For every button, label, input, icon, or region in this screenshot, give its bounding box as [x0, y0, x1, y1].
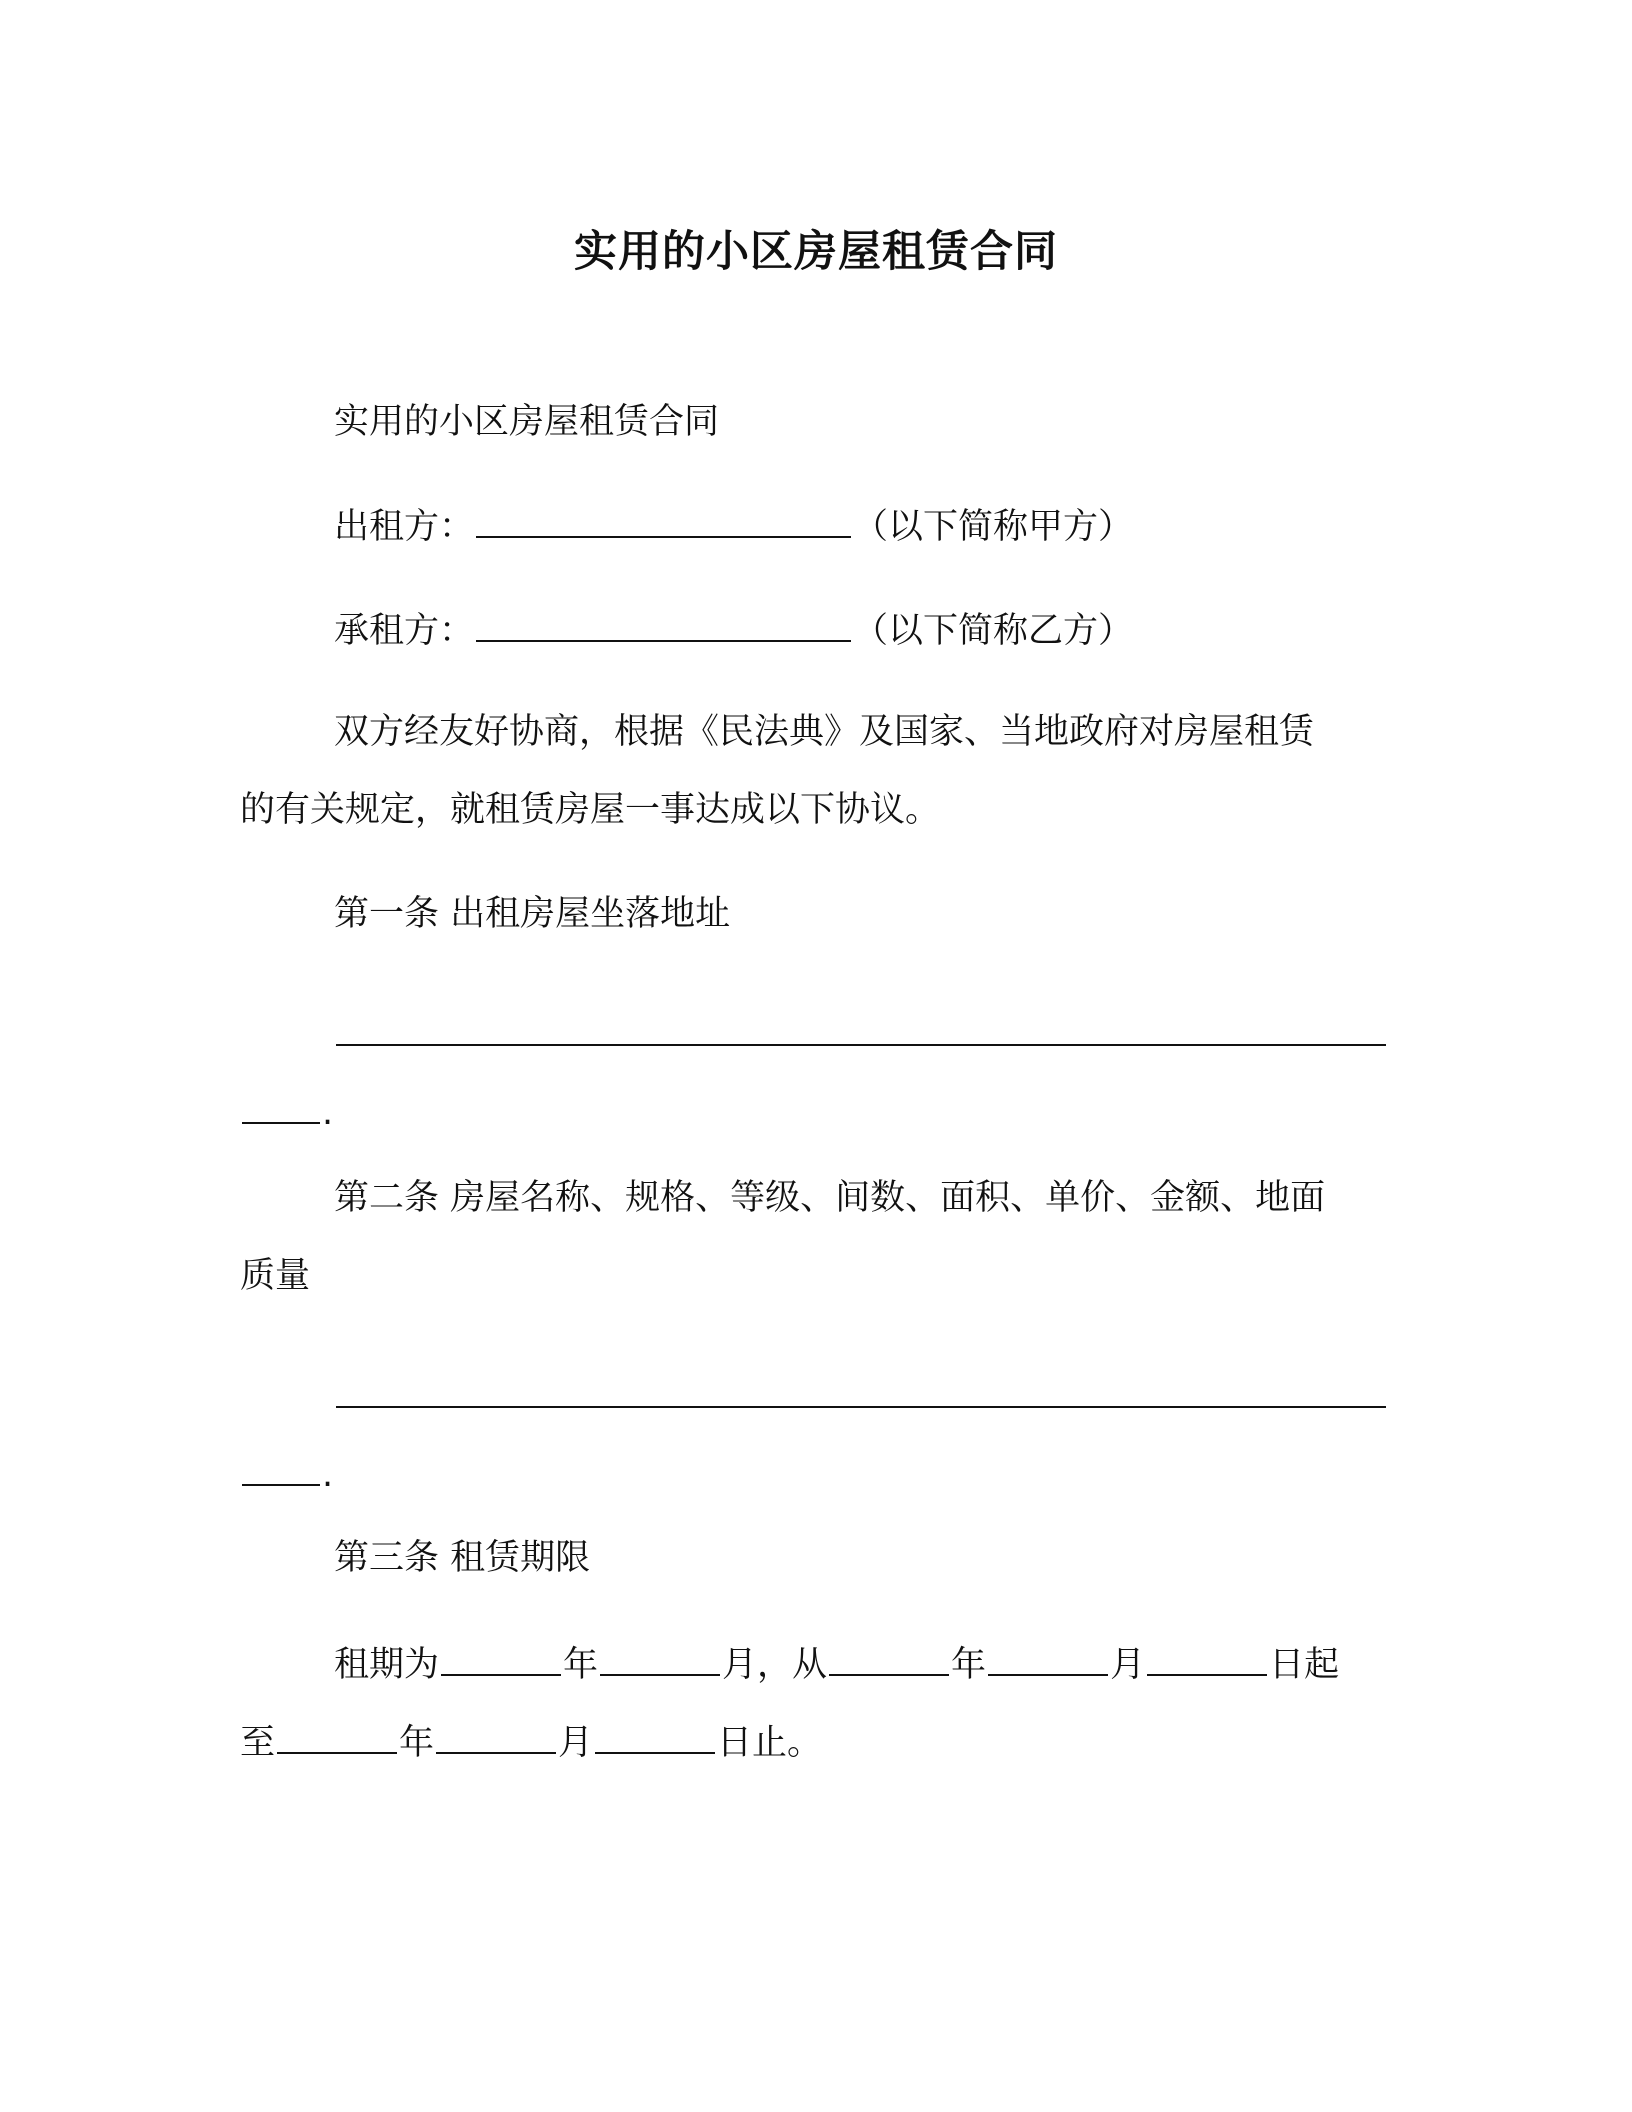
lessee-line	[334, 606, 1133, 655]
end-day-blank	[595, 1718, 715, 1754]
start-month-blank	[988, 1640, 1108, 1676]
end-month-blank	[436, 1718, 556, 1754]
article3-heading: 第三条 租赁期限	[334, 1538, 591, 1578]
lessee-suffix: （以下简称乙方）	[853, 611, 1134, 651]
lessee-label: 承租方：	[334, 611, 475, 651]
start-month-label: 月	[1110, 1645, 1146, 1685]
term-prefix: 租期为	[334, 1645, 440, 1685]
article2-details-blank	[336, 1372, 1386, 1408]
article1-address-end-line	[240, 1088, 333, 1137]
start-day-label: 日起	[1269, 1645, 1340, 1685]
start-year-label: 年	[951, 1645, 987, 1685]
preamble-line-1: 双方经友好协商，根据《民法典》及国家、当地政府对房屋租赁	[334, 712, 1315, 752]
lessor-line	[334, 502, 1133, 551]
term-month-from-label: 月，从	[722, 1645, 828, 1685]
start-day-blank	[1147, 1640, 1267, 1676]
article2-details-end-line	[240, 1450, 333, 1499]
lease-term-line-2	[240, 1718, 822, 1767]
article1-heading: 第一条 出租房屋坐落地址	[334, 894, 731, 934]
end-month-label: 月	[558, 1723, 594, 1763]
end-day-label: 日止。	[717, 1723, 823, 1763]
article2-period: .	[322, 1455, 334, 1495]
lessee-blank	[476, 606, 851, 642]
end-year-label: 年	[399, 1723, 435, 1763]
article2-heading-line-2: 质量	[240, 1256, 311, 1296]
start-year-blank	[829, 1640, 949, 1676]
lease-term-line-1	[334, 1640, 1339, 1689]
article2-details-blank-end	[242, 1450, 320, 1486]
lessor-label: 出租方：	[334, 507, 475, 547]
term-months-blank	[600, 1640, 720, 1676]
lessor-blank	[476, 502, 851, 538]
article1-period: .	[322, 1093, 334, 1133]
end-to-label: 至	[240, 1723, 276, 1763]
document-subtitle: 实用的小区房屋租赁合同	[334, 402, 720, 442]
preamble-line-2: 的有关规定，就租赁房屋一事达成以下协议。	[240, 790, 941, 830]
article2-details-blank-line	[334, 1372, 1388, 1421]
term-years-blank	[441, 1640, 561, 1676]
article1-address-blank-end	[242, 1088, 320, 1124]
article1-address-blank-line	[334, 1010, 1388, 1059]
article2-heading-line-1: 第二条 房屋名称、规格、等级、间数、面积、单价、金额、地面	[334, 1178, 1326, 1218]
term-year-label: 年	[563, 1645, 599, 1685]
article1-address-blank	[336, 1010, 1386, 1046]
lessor-suffix: （以下简称甲方）	[853, 507, 1134, 547]
end-year-blank	[277, 1718, 397, 1754]
document-title: 实用的小区房屋租赁合同	[574, 227, 1058, 277]
